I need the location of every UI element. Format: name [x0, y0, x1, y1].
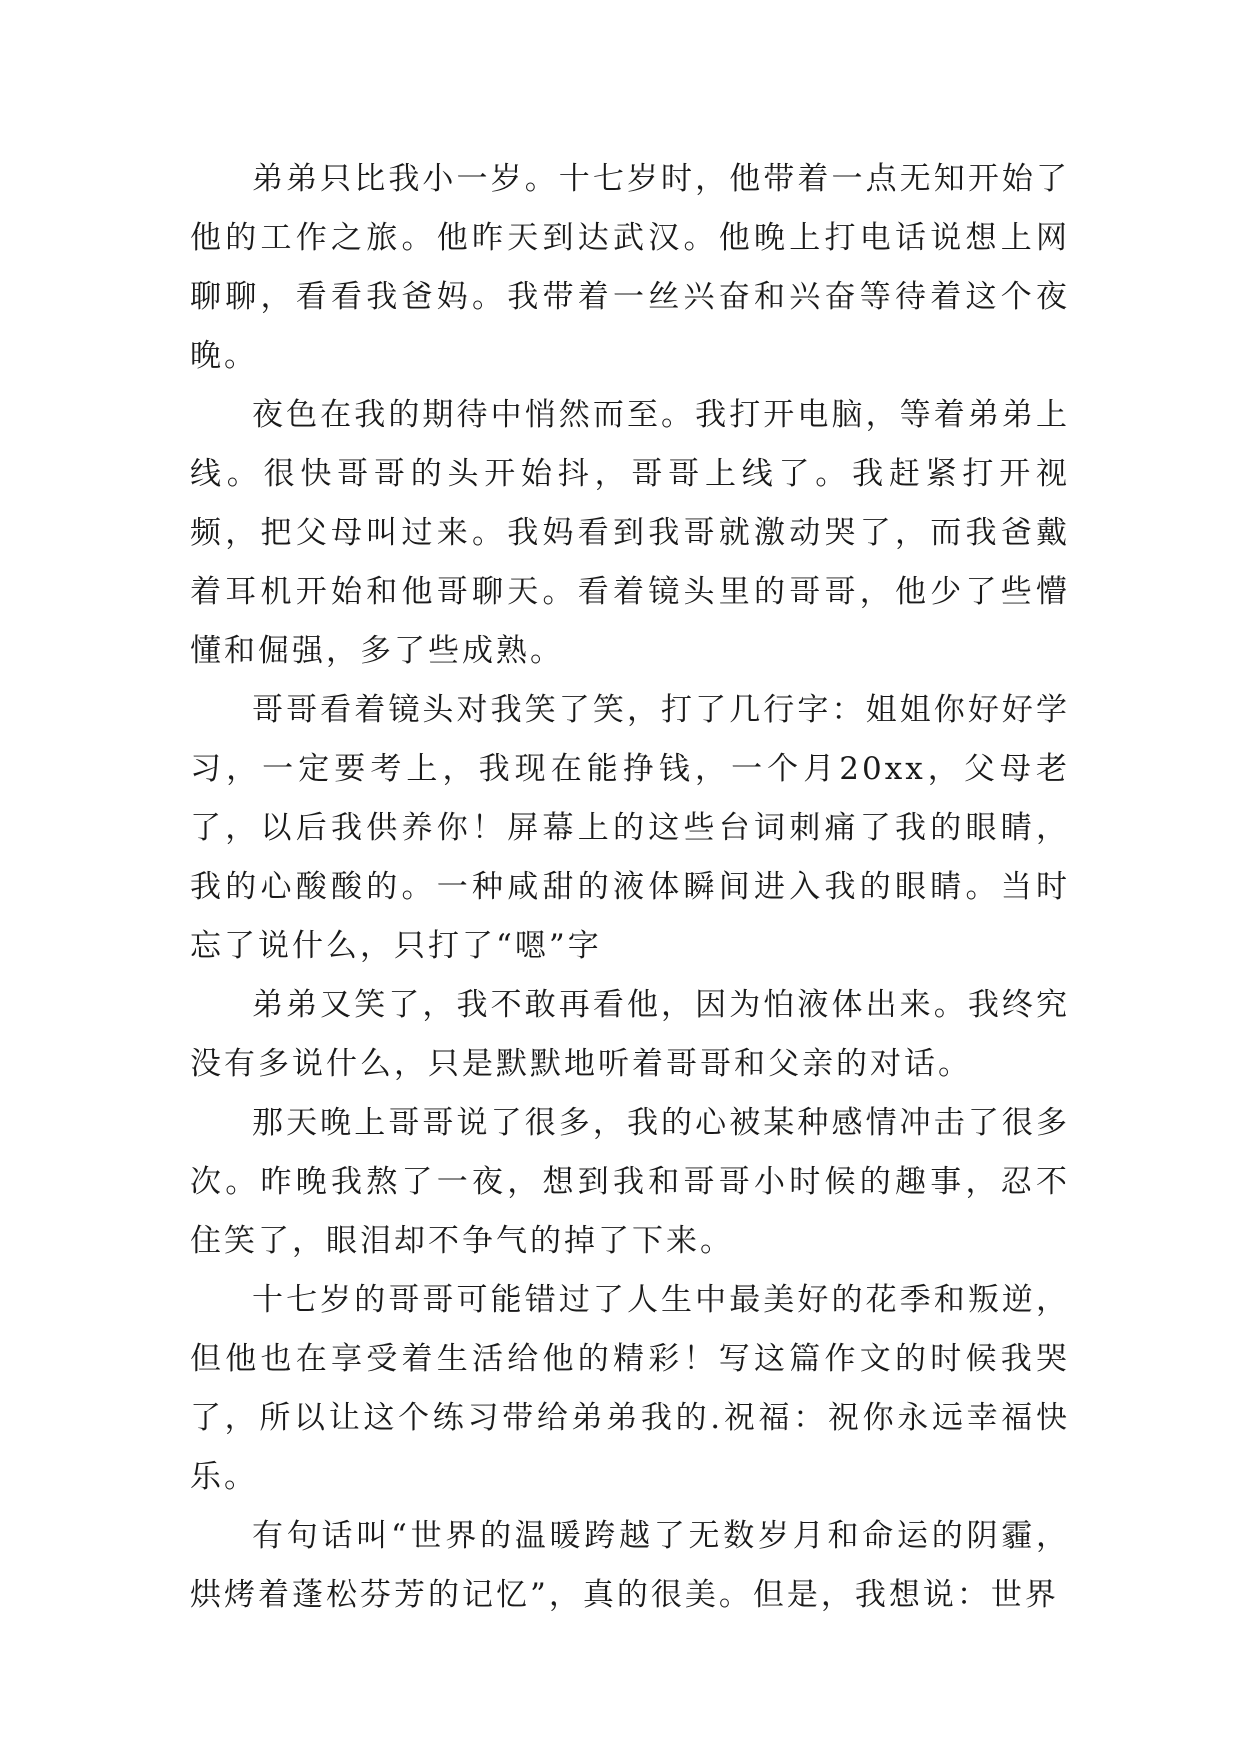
document-body [190, 150, 1070, 1625]
paragraph-5: 那天晚上哥哥说了很多，我的心被某种感情冲击了很多次。昨晚我熬了一夜，想到我和哥哥小时候的趣事，忍不住笑了，眼泪却不争气的掉了下来。 [190, 1105, 1070, 1259]
paragraph-2: 夜色在我的期待中悄然而至。我打开电脑，等着弟弟上线。很快哥哥的头开始抖，哥哥上线了。我赶紧打开视频，把父母叫过来。我妈看到我哥就激动哭了，而我爸戴着耳机开始和他哥聊天。看着镜头里的哥哥，他少了些懵懂和倔强，多了些成熟。 [190, 397, 1070, 669]
paragraph-7: 有句话叫“世界的温暖跨越了无数岁月和命运的阴霾，烘烤着蓬松芬芳的记忆”，真的很美。但是，我想说：世界 [190, 1518, 1070, 1613]
paragraph-1: 弟弟只比我小一岁。十七岁时，他带着一点无知开始了他的工作之旅。他昨天到达武汉。他晚上打电话说想上网聊聊，看看我爸妈。我带着一丝兴奋和兴奋等待着这个夜晚。 [190, 161, 1070, 374]
paragraph-4: 弟弟又笑了，我不敢再看他，因为怕液体出来。我终究没有多说什么，只是默默地听着哥哥和父亲的对话。 [190, 987, 1070, 1082]
paragraph-3: 哥哥看着镜头对我笑了笑，打了几行字：姐姐你好好学习，一定要考上，我现在能挣钱，一个月20xx，父母老了，以后我供养你！屏幕上的这些台词刺痛了我的眼睛，我的心酸酸的。一种咸甜的液体瞬间进入我的眼睛。当时忘了说什么，只打了“嗯”字 [190, 692, 1070, 964]
paragraph-6: 十七岁的哥哥可能错过了人生中最美好的花季和叛逆，但他也在享受着生活给他的精彩！写这篇作文的时候我哭了，所以让这个练习带给弟弟我的.祝福：祝你永远幸福快乐。 [190, 1282, 1070, 1495]
